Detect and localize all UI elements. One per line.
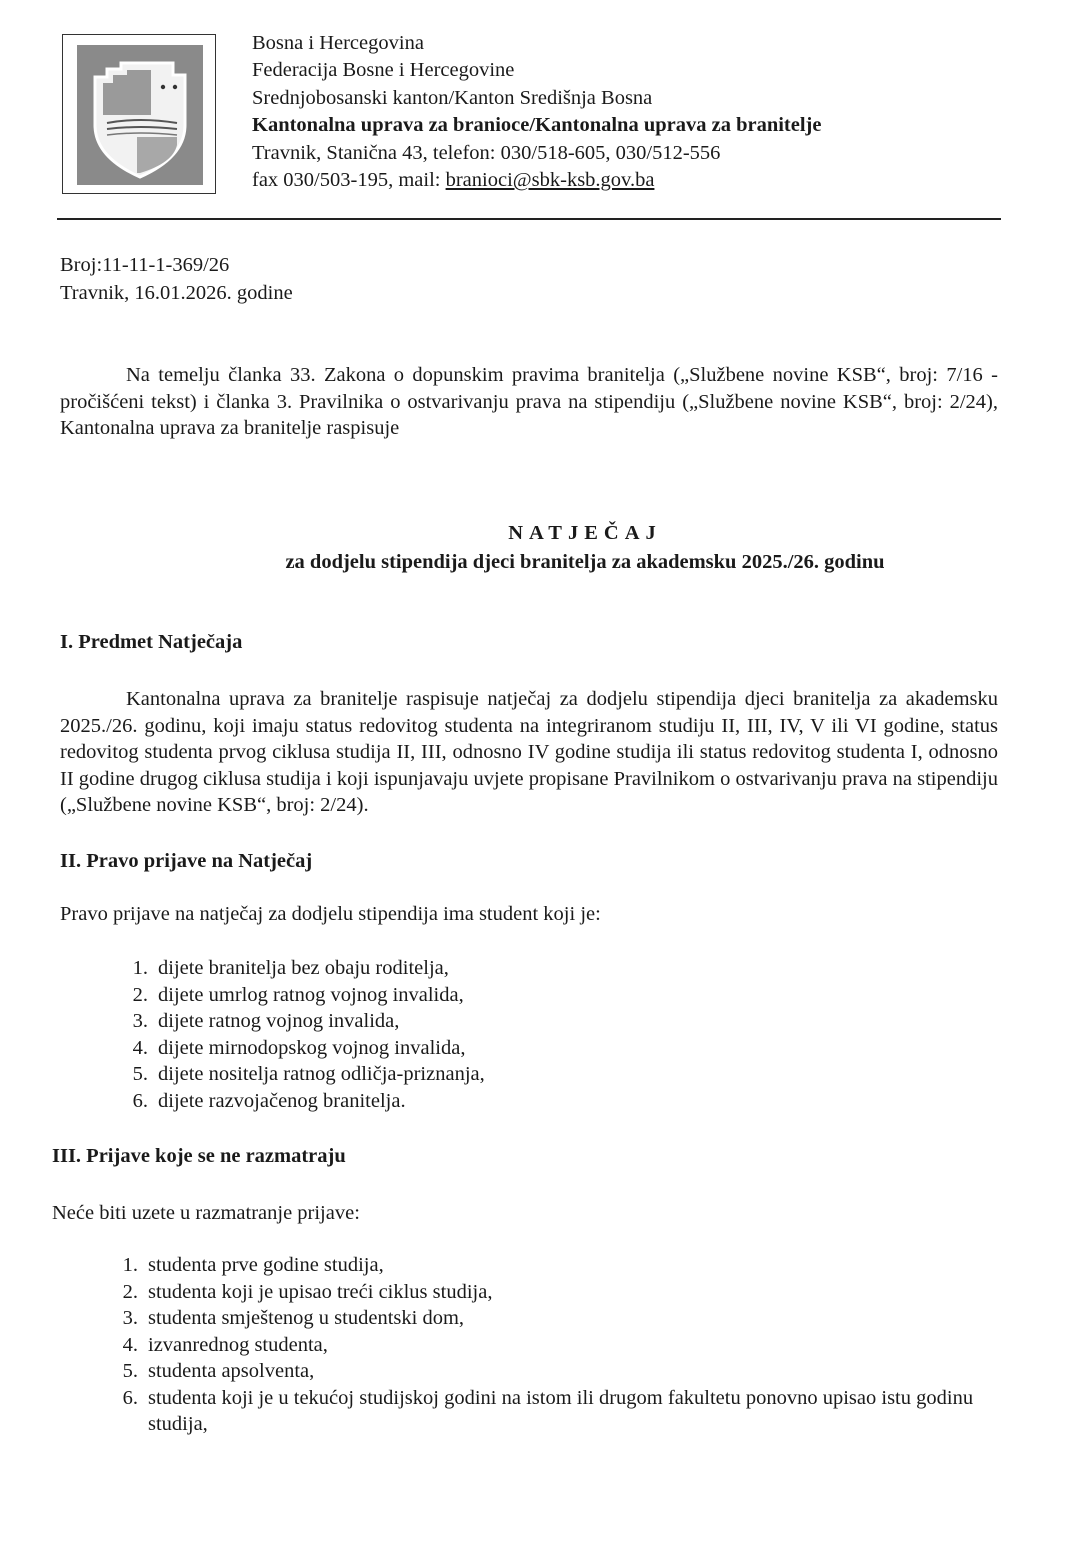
reference-number: Broj:11-11-1-369/26 xyxy=(60,254,230,276)
list-text: dijete branitelja bez obaju roditelja, xyxy=(158,957,449,979)
list-number: 3. xyxy=(122,1307,138,1329)
list-item xyxy=(116,1035,485,1062)
letterhead xyxy=(252,30,821,194)
list-text: studenta apsolventa, xyxy=(148,1360,315,1382)
excluded-list xyxy=(106,1252,1018,1438)
list-text: izvanrednog studenta, xyxy=(148,1333,328,1356)
letterhead-entity: Federacija Bosne i Hercegovine xyxy=(252,59,515,82)
eligibility-list xyxy=(116,955,485,1114)
list-item xyxy=(116,982,485,1009)
list-number: 6. xyxy=(132,1089,148,1112)
header-divider xyxy=(57,218,1001,220)
letterhead-address: Travnik, Stanična 43, telefon: 030/518-605, 030/512-556 xyxy=(252,141,721,164)
list-number: 2. xyxy=(132,983,148,1006)
list-number: 5. xyxy=(132,1063,148,1085)
list-text: dijete nositelja ratnog odličja-priznanja, xyxy=(158,1063,485,1085)
list-number: 3. xyxy=(132,1010,148,1032)
letterhead-contact xyxy=(252,167,821,194)
letterhead-institution: Kantonalna uprava za branioce/Kantonalna uprava za branitelje xyxy=(252,114,822,137)
intro-paragraph: Na temelju članka 33. Zakona o dopunskim pravima branitelja („Službene novine KSB“, broj: 7/16 - pročišćeni tekst) i članka 3. Pravilnika o ostvarivanju prava na stipendiju („Službene novine KSB“, broj: 2/24), Kantonalna uprava za branitelje raspisuje xyxy=(60,364,998,439)
letterhead-canton: Srednjobosanski kanton/Kanton Središnja Bosna xyxy=(252,86,653,109)
emblem-background xyxy=(77,45,203,185)
list-text: studenta koji je u tekućoj studijskoj godini na istom ili drugom fakultetu ponovno upisao istu godinu studija, xyxy=(148,1386,974,1435)
list-number: 2. xyxy=(122,1280,138,1303)
coat-of-arms-logo xyxy=(62,34,216,194)
list-text: dijete mirnodopskog vojnog invalida, xyxy=(158,1036,466,1059)
list-item xyxy=(116,1088,485,1115)
list-item xyxy=(116,1008,485,1035)
list-item xyxy=(116,1061,485,1088)
section-eligibility-text: Pravo prijave na natječaj za dodjelu stipendija ima student koji je: xyxy=(60,903,601,925)
list-item xyxy=(106,1305,1018,1332)
list-number: 1. xyxy=(122,1254,138,1276)
list-number: 4. xyxy=(132,1036,148,1059)
list-item xyxy=(116,955,485,982)
list-text: studenta prve godine studija, xyxy=(148,1254,384,1276)
section-heading-excluded: III. Prijave koje se ne razmatraju xyxy=(52,1145,346,1167)
list-text: studenta smještenog u studentski dom, xyxy=(148,1307,465,1329)
list-number: 1. xyxy=(132,957,148,979)
letterhead-country: Bosna i Hercegovina xyxy=(252,32,424,54)
shield-emblem-icon xyxy=(77,45,203,185)
section-heading-subject: I. Predmet Natječaja xyxy=(60,631,243,653)
document-title: NATJEČAJ xyxy=(508,522,662,544)
list-number: 6. xyxy=(122,1386,138,1409)
section-subject-text: Kantonalna uprava za branitelje raspisuje natječaj za dodjelu stipendija djeci branitelja za akademsku 2025./26. godinu, koji imaju status redovitog studenta na integriranom studiju II, III, IV, V ili VI godine, status redovitog studenta prvog ciklusa studija II, III, odnosno IV godine studija ili status redovitog studenta I, odnosno II godine drugog ciklusa studija i koji ispunjavaju uvjete propisane Pravilnikom o ostvarivanju prava na stipendiju („Službene novine KSB“, broj: 2/24). xyxy=(60,688,998,816)
list-item xyxy=(106,1279,1018,1306)
list-text: dijete razvojačenog branitelja. xyxy=(158,1089,406,1112)
list-number: 4. xyxy=(122,1333,138,1356)
list-text: dijete umrlog ratnog vojnog invalida, xyxy=(158,983,464,1006)
document-subtitle: za dodjelu stipendija djeci branitelja za akademsku 2025./26. godinu xyxy=(285,551,885,573)
place-date: Travnik, 16.01.2026. godine xyxy=(60,282,293,304)
list-text: studenta koji je upisao treći ciklus studija, xyxy=(148,1280,493,1303)
list-item xyxy=(106,1332,1018,1359)
list-item xyxy=(106,1252,1018,1279)
section-heading-eligibility: II. Pravo prijave na Natječaj xyxy=(60,850,313,872)
list-item xyxy=(106,1358,1018,1385)
document-reference xyxy=(60,251,293,307)
list-number: 5. xyxy=(122,1360,138,1382)
list-text: dijete ratnog vojnog invalida, xyxy=(158,1010,400,1032)
list-item xyxy=(106,1385,1018,1438)
letterhead-fax: fax 030/503-195, mail: xyxy=(252,169,446,192)
email-link[interactable]: branioci@sbk-ksb.gov.ba xyxy=(445,169,655,192)
section-excluded-text: Neće biti uzete u razmatranje prijave: xyxy=(52,1202,360,1224)
